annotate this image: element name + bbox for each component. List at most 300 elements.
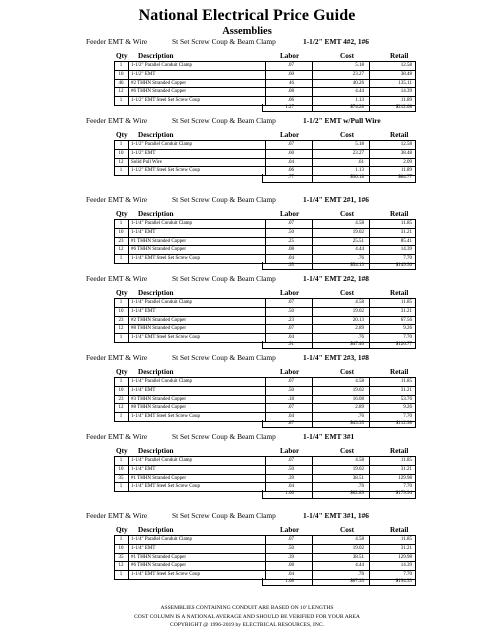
assembly-section xyxy=(0,195,494,274)
cell-description: 1-1/4" Parallel Conduit Clamp xyxy=(131,221,193,226)
column-divider xyxy=(128,141,129,149)
cell-cost: 4.58 xyxy=(355,221,364,226)
total-labor: .87 xyxy=(287,420,294,426)
section-category: Feeder EMT & Wire xyxy=(86,274,148,283)
total-retail: $179.94 xyxy=(395,491,412,497)
cell-cost: .76 xyxy=(357,256,364,262)
column-divider xyxy=(265,404,266,412)
cell-cost: 38.51 xyxy=(352,554,364,560)
line-items-table xyxy=(114,298,416,343)
column-divider xyxy=(369,308,370,316)
cell-qty: 23 xyxy=(118,317,124,323)
cell-qty: 10 xyxy=(118,71,124,77)
column-divider xyxy=(128,150,129,158)
cell-cost: .76 xyxy=(357,484,364,490)
table-row xyxy=(115,562,415,571)
cell-qty: 1 xyxy=(119,168,123,174)
cell-labor: .60 xyxy=(287,150,294,156)
cell-retail: 12.58 xyxy=(400,63,412,68)
section-code: 1-1/4" EMT 2#2, 1#8 xyxy=(303,274,369,283)
column-header-retail: Retail xyxy=(390,526,409,534)
column-header-description: Description xyxy=(138,210,174,218)
column-divider xyxy=(369,387,370,395)
totals-row xyxy=(262,578,416,587)
table-row xyxy=(115,88,415,97)
column-divider xyxy=(265,396,266,404)
column-divider xyxy=(312,299,313,307)
totals-row xyxy=(262,341,416,350)
column-divider xyxy=(369,71,370,79)
cell-description: 1-1/2" EMT xyxy=(131,71,156,77)
section-category: Feeder EMT & Wire xyxy=(86,511,148,520)
cell-description: 1-1/4" EMT xyxy=(131,466,156,472)
cell-cost: 4.58 xyxy=(355,300,364,305)
cell-qty: 35 xyxy=(118,554,124,560)
column-header-description: Description xyxy=(138,526,174,534)
cell-retail: 11.85 xyxy=(400,458,412,463)
cell-retail: 14.39 xyxy=(400,563,412,569)
column-divider xyxy=(312,104,313,112)
cell-qty: 1 xyxy=(119,300,123,305)
cell-cost: .76 xyxy=(357,414,364,420)
cell-retail: 11.89 xyxy=(400,98,412,104)
line-items-table xyxy=(114,377,416,422)
column-divider xyxy=(265,536,266,544)
cell-retail: 7.70 xyxy=(403,572,412,578)
cell-labor: .50 xyxy=(287,387,294,393)
column-header-description: Description xyxy=(138,289,174,297)
cell-description: 1-1/4" EMT xyxy=(131,387,156,393)
cell-labor: .07 xyxy=(287,326,294,332)
column-divider xyxy=(128,562,129,570)
column-divider xyxy=(128,554,129,562)
cell-labor: .50 xyxy=(287,308,294,314)
table-row xyxy=(115,475,415,484)
column-divider xyxy=(312,262,313,270)
page-subtitle: Assemblies xyxy=(222,26,272,37)
cell-labor: .07 xyxy=(287,142,294,147)
column-header-retail: Retail xyxy=(390,289,409,297)
column-divider xyxy=(265,466,266,474)
cell-cost: 5.18 xyxy=(355,63,364,68)
section-header xyxy=(0,116,494,127)
column-divider xyxy=(312,238,313,246)
cell-cost: 16.08 xyxy=(352,396,364,402)
column-header-labor: Labor xyxy=(280,131,300,139)
column-divider xyxy=(312,387,313,395)
footer-line: COST COLUMN IS A NATIONAL AVERAGE AND SHOULD BE VERIFIED FOR YOUR AREA xyxy=(134,613,360,620)
table-row xyxy=(115,150,415,159)
column-divider xyxy=(128,457,129,465)
column-divider xyxy=(265,238,266,246)
column-divider xyxy=(128,88,129,96)
cell-labor: .07 xyxy=(287,537,294,542)
column-header-labor: Labor xyxy=(280,447,300,455)
column-divider xyxy=(312,88,313,96)
column-divider xyxy=(369,457,370,465)
column-divider xyxy=(312,71,313,79)
column-header-labor: Labor xyxy=(280,52,300,60)
cell-qty: 1 xyxy=(119,221,123,226)
cell-qty: 10 xyxy=(118,308,124,314)
column-divider xyxy=(312,150,313,158)
column-divider xyxy=(128,387,129,395)
section-code: 1-1/4" EMT 3#1 xyxy=(303,432,355,441)
cell-description: 1-1/4" EMT xyxy=(131,308,156,314)
cell-cost: 4.44 xyxy=(355,247,364,253)
cell-qty: 12 xyxy=(118,405,124,411)
column-divider xyxy=(265,475,266,483)
total-retail: $64.77 xyxy=(398,175,412,181)
total-retail: $126.77 xyxy=(395,341,412,347)
line-items-table xyxy=(114,140,416,176)
cell-cost: 1.13 xyxy=(355,98,364,104)
section-code: 1-1/4" EMT 3#1, 1#6 xyxy=(303,511,369,520)
cell-description: 1-1/4" EMT xyxy=(131,229,156,235)
column-divider xyxy=(312,220,313,228)
cell-labor: .18 xyxy=(287,396,294,402)
section-assembly: St Set Screw Coup & Beam Clamp xyxy=(172,432,276,441)
cell-description: 1-1/4" EMT Steel Set Screw Coup xyxy=(131,414,201,420)
cell-description: #1 THHN Stranded Copper xyxy=(131,475,187,481)
table-row xyxy=(115,317,415,326)
column-divider xyxy=(265,150,266,158)
cell-cost: 4.44 xyxy=(355,89,364,95)
column-divider xyxy=(128,71,129,79)
cell-retail: 12.58 xyxy=(400,142,412,147)
column-divider xyxy=(312,141,313,149)
section-assembly: St Set Screw Coup & Beam Clamp xyxy=(172,353,276,362)
section-header xyxy=(0,195,494,206)
cell-cost: 4.58 xyxy=(355,458,364,463)
column-divider xyxy=(128,396,129,404)
cell-description: #1 THHN Stranded Copper xyxy=(131,554,187,560)
cell-qty: 12 xyxy=(118,247,124,253)
column-divider xyxy=(128,483,129,491)
cell-cost: 4.58 xyxy=(355,537,364,542)
cell-qty: 46 xyxy=(118,80,124,86)
column-header-qty: Qty xyxy=(116,526,128,534)
cell-labor: .08 xyxy=(287,247,294,253)
table-row xyxy=(115,536,415,545)
footer-line: COPYRIGHT @ 1996-2019 by ELECTRICAL RESOURCES, INC. xyxy=(169,622,324,628)
column-divider xyxy=(312,562,313,570)
cell-cost: 23.27 xyxy=(352,150,364,156)
table-row xyxy=(115,466,415,475)
column-divider xyxy=(128,325,129,333)
column-header-retail: Retail xyxy=(390,210,409,218)
cell-description: 1-1/2" EMT Steel Set Screw Coup xyxy=(131,98,201,104)
cell-description: #6 THHN Stranded Copper xyxy=(131,563,187,569)
cell-cost: 2.89 xyxy=(355,405,364,411)
section-category: Feeder EMT & Wire xyxy=(86,37,148,46)
column-header-qty: Qty xyxy=(116,131,128,139)
cell-qty: 1 xyxy=(119,414,123,420)
column-header-cost: Cost xyxy=(340,368,354,376)
cell-cost: 19.02 xyxy=(352,387,364,393)
column-divider xyxy=(369,545,370,553)
cell-retail: 53.76 xyxy=(400,396,412,402)
section-header xyxy=(0,511,494,522)
column-divider xyxy=(265,80,266,88)
cell-qty: 12 xyxy=(118,326,124,332)
table-row xyxy=(115,62,415,71)
cell-description: Solid Pull Wire xyxy=(131,159,162,165)
column-headers xyxy=(0,368,494,377)
column-divider xyxy=(128,466,129,474)
column-headers xyxy=(0,52,494,61)
cell-description: #6 THHN Stranded Copper xyxy=(131,89,187,95)
section-assembly: St Set Screw Coup & Beam Clamp xyxy=(172,195,276,204)
column-divider xyxy=(369,174,370,182)
section-header xyxy=(0,274,494,285)
column-divider xyxy=(265,554,266,562)
cell-qty: 1 xyxy=(119,63,123,68)
column-divider xyxy=(128,536,129,544)
column-divider xyxy=(312,420,313,428)
cell-retail: 7.70 xyxy=(403,256,412,262)
cell-retail: 7.70 xyxy=(403,484,412,490)
table-row xyxy=(115,457,415,466)
cell-cost: 4.58 xyxy=(355,379,364,384)
line-items-table xyxy=(114,61,416,106)
total-labor: 1.00 xyxy=(285,491,294,497)
table-row xyxy=(115,159,415,168)
column-header-qty: Qty xyxy=(116,289,128,297)
cell-labor: .06 xyxy=(287,98,294,104)
cell-description: #6 THHN Stranded Copper xyxy=(131,247,187,253)
assembly-section xyxy=(0,432,494,511)
column-divider xyxy=(265,545,266,553)
cell-cost: 19.02 xyxy=(352,308,364,314)
total-retail: $112.98 xyxy=(395,420,412,426)
column-divider xyxy=(312,341,313,349)
cell-retail: 129.98 xyxy=(398,554,412,560)
cell-description: 1-1/2" Parallel Conduit Clamp xyxy=(131,63,193,68)
column-divider xyxy=(265,317,266,325)
cell-retail: 2.09 xyxy=(403,159,412,165)
column-divider xyxy=(265,159,266,167)
line-items-table xyxy=(114,535,416,580)
cell-cost: 19.02 xyxy=(352,545,364,551)
table-row xyxy=(115,141,415,150)
cell-cost: 40.26 xyxy=(352,80,364,86)
cell-retail: 31.21 xyxy=(400,387,412,393)
cell-qty: 23 xyxy=(118,396,124,402)
cell-description: 1-1/4" EMT Steel Set Screw Coup xyxy=(131,256,201,262)
column-divider xyxy=(128,378,129,386)
column-divider xyxy=(128,159,129,167)
cell-cost: 19.02 xyxy=(352,466,364,472)
cell-retail: 31.21 xyxy=(400,308,412,314)
cell-retail: 11.89 xyxy=(400,168,412,174)
column-divider xyxy=(265,457,266,465)
cell-qty: 1 xyxy=(119,335,123,341)
column-divider xyxy=(312,404,313,412)
cell-description: 1-1/4" EMT Steel Set Screw Coup xyxy=(131,484,201,490)
totals-row xyxy=(262,420,416,429)
assembly-section xyxy=(0,37,494,116)
cell-retail: 9.26 xyxy=(403,326,412,332)
column-divider xyxy=(128,299,129,307)
section-code: 1-1/2" EMT w/Pull Wire xyxy=(303,116,381,125)
assembly-section xyxy=(0,353,494,432)
column-headers xyxy=(0,447,494,456)
cell-labor: .39 xyxy=(287,475,294,481)
column-divider xyxy=(312,62,313,70)
column-divider xyxy=(369,378,370,386)
total-retail: $149.56 xyxy=(395,262,412,268)
cell-qty: 12 xyxy=(118,159,124,165)
assembly-sections xyxy=(0,37,494,590)
column-divider xyxy=(369,396,370,404)
cell-labor: .04 xyxy=(287,335,294,341)
totals-row xyxy=(262,262,416,271)
column-divider xyxy=(369,420,370,428)
cell-labor: .06 xyxy=(287,168,294,174)
column-divider xyxy=(312,490,313,498)
column-divider xyxy=(369,578,370,586)
total-cost: $67.33 xyxy=(350,578,364,584)
table-row xyxy=(115,545,415,554)
cell-retail: 67.56 xyxy=(400,317,412,323)
column-divider xyxy=(312,80,313,88)
column-divider xyxy=(369,404,370,412)
section-assembly: St Set Screw Coup & Beam Clamp xyxy=(172,37,276,46)
column-divider xyxy=(312,554,313,562)
column-divider xyxy=(265,71,266,79)
cell-qty: 10 xyxy=(118,387,124,393)
cell-labor: .50 xyxy=(287,229,294,235)
cell-description: #8 THHN Stranded Copper xyxy=(131,326,187,332)
total-cost: $43.35 xyxy=(350,420,364,426)
column-divider xyxy=(312,475,313,483)
column-divider xyxy=(369,159,370,167)
column-divider xyxy=(312,378,313,386)
column-headers xyxy=(0,131,494,140)
table-row xyxy=(115,396,415,405)
column-divider xyxy=(265,62,266,70)
cell-cost: .76 xyxy=(357,335,364,341)
cell-retail: 11.85 xyxy=(400,300,412,305)
column-divider xyxy=(265,88,266,96)
section-assembly: St Set Screw Coup & Beam Clamp xyxy=(172,511,276,520)
cell-labor: .60 xyxy=(287,71,294,77)
cell-description: 1-1/4" Parallel Conduit Clamp xyxy=(131,379,193,384)
cell-description: 1-1/4" EMT Steel Set Screw Coup xyxy=(131,335,201,341)
cell-labor: .04 xyxy=(287,572,294,578)
cell-description: 1-1/4" Parallel Conduit Clamp xyxy=(131,300,193,305)
line-items-table xyxy=(114,219,416,264)
section-category: Feeder EMT & Wire xyxy=(86,353,148,362)
cell-labor: .04 xyxy=(287,159,294,165)
cell-labor: .04 xyxy=(287,256,294,262)
column-divider xyxy=(265,562,266,570)
column-divider xyxy=(128,308,129,316)
cell-qty: 12 xyxy=(118,563,124,569)
total-labor: .91 xyxy=(287,341,294,347)
cell-labor: .07 xyxy=(287,405,294,411)
column-divider xyxy=(312,174,313,182)
section-category: Feeder EMT & Wire xyxy=(86,116,148,125)
column-divider xyxy=(369,246,370,254)
column-header-qty: Qty xyxy=(116,368,128,376)
table-row xyxy=(115,325,415,334)
cell-cost: 38.51 xyxy=(352,475,364,481)
section-code: 1-1/4" EMT 2#1, 1#6 xyxy=(303,195,369,204)
column-header-retail: Retail xyxy=(390,447,409,455)
column-divider xyxy=(369,262,370,270)
cell-description: #3 THHN Stranded Copper xyxy=(131,396,187,402)
column-divider xyxy=(128,571,129,579)
cell-retail: 7.70 xyxy=(403,414,412,420)
section-code: 1-1/2" EMT 4#2, 1#6 xyxy=(303,37,369,46)
cell-retail: 7.70 xyxy=(403,335,412,341)
column-divider xyxy=(128,413,129,421)
totals-row xyxy=(262,104,416,113)
cell-retail: 14.39 xyxy=(400,247,412,253)
cell-description: #8 THHN Stranded Copper xyxy=(131,405,187,411)
column-divider xyxy=(369,475,370,483)
section-code: 1-1/4" EMT 2#3, 1#8 xyxy=(303,353,369,362)
column-divider xyxy=(312,536,313,544)
column-divider xyxy=(265,308,266,316)
column-header-description: Description xyxy=(138,131,174,139)
cell-qty: 12 xyxy=(118,89,124,95)
column-header-retail: Retail xyxy=(390,131,409,139)
column-divider xyxy=(265,246,266,254)
column-divider xyxy=(369,490,370,498)
column-divider xyxy=(312,308,313,316)
column-header-qty: Qty xyxy=(116,52,128,60)
total-labor: 1.27 xyxy=(285,104,294,110)
table-row xyxy=(115,378,415,387)
total-cost: $47.40 xyxy=(350,341,364,347)
cell-retail: 9.26 xyxy=(403,405,412,411)
cell-retail: 31.21 xyxy=(400,466,412,472)
cell-cost: 19.02 xyxy=(352,229,364,235)
cell-retail: 38.48 xyxy=(400,150,412,156)
cell-labor: .39 xyxy=(287,554,294,560)
total-cost: $74.28 xyxy=(350,104,364,110)
line-items-table xyxy=(114,456,416,492)
column-divider xyxy=(369,466,370,474)
column-divider xyxy=(369,62,370,70)
column-header-cost: Cost xyxy=(340,289,354,297)
cell-description: #2 THHN Stranded Copper xyxy=(131,317,187,323)
cell-labor: .50 xyxy=(287,545,294,551)
cell-description: 1-1/2" EMT xyxy=(131,150,156,156)
table-row xyxy=(115,299,415,308)
table-row xyxy=(115,246,415,255)
column-divider xyxy=(265,378,266,386)
column-divider xyxy=(369,562,370,570)
column-divider xyxy=(312,578,313,586)
cell-description: 1-1/4" EMT xyxy=(131,545,156,551)
cell-retail: 14.39 xyxy=(400,89,412,95)
cell-qty: 35 xyxy=(118,475,124,481)
column-header-description: Description xyxy=(138,447,174,455)
cell-labor: .04 xyxy=(287,484,294,490)
column-divider xyxy=(128,475,129,483)
cell-qty: 1 xyxy=(119,98,123,104)
cell-description: 1-1/2" EMT Steel Set Screw Coup xyxy=(131,168,201,174)
column-divider xyxy=(128,246,129,254)
assembly-section xyxy=(0,116,494,195)
column-divider xyxy=(369,238,370,246)
column-header-labor: Labor xyxy=(280,368,300,376)
section-assembly: St Set Screw Coup & Beam Clamp xyxy=(172,274,276,283)
